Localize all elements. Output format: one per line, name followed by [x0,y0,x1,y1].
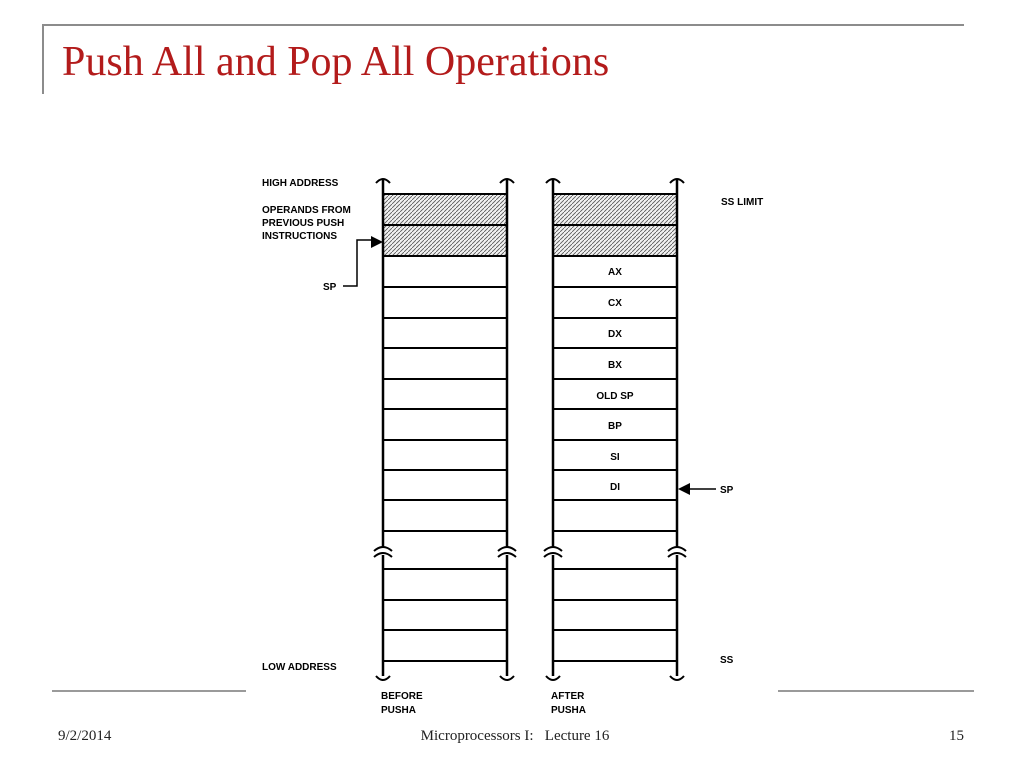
label-high-address: HIGH ADDRESS [262,178,339,189]
footer-divider-left [52,690,246,692]
cell-label-old-sp: OLD SP [596,391,634,402]
before-break-bottom-left [376,676,390,680]
sp-before-pointer-icon [343,236,383,286]
label-operands-line3: INSTRUCTIONS [262,231,337,242]
label-low-address: LOW ADDRESS [262,662,337,673]
label-operands-line2: PREVIOUS PUSH [262,218,345,229]
before-break-bottom-right [500,676,514,680]
cell-label-ax: AX [608,267,622,278]
label-operands-line1: OPERANDS FROM [262,205,351,216]
sp-after-pointer-icon [678,483,716,495]
label-ss-limit: SS LIMIT [721,197,764,208]
label-after-line2: PUSHA [551,705,587,716]
cell-label-bp: BP [608,421,622,432]
cell-label-si: SI [610,452,620,463]
after-break-bottom-right [670,676,684,680]
footer-page-number: 15 [949,728,964,744]
label-after-line1: AFTER [551,691,585,702]
cell-label-dx: DX [608,329,622,340]
slide-title: Push All and Pop All Operations [62,39,610,85]
after-break-bottom-left [546,676,560,680]
cell-label-bx: BX [608,360,622,371]
label-sp-after: SP [720,485,734,496]
footer-course: Microprocessors I: Lecture 16 [420,728,610,744]
cell-label-cx: CX [608,298,622,309]
footer-divider-right [778,690,974,692]
label-ss: SS [720,655,734,666]
footer-date: 9/2/2014 [58,728,112,744]
label-before-line1: BEFORE [381,691,423,702]
label-sp-before: SP [323,282,337,293]
cell-label-di: DI [610,482,620,493]
label-before-line2: PUSHA [381,705,417,716]
before-stack [374,179,516,680]
